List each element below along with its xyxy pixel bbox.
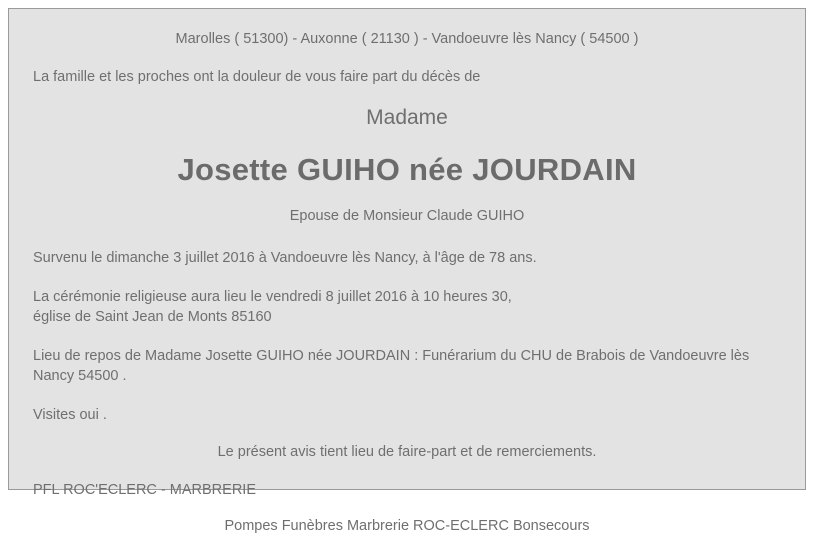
death-notice-card bbox=[8, 8, 806, 534]
locations-line: Marolles ( 51300) - Auxonne ( 21130 ) - Vandoeuvre lès Nancy ( 54500 ) bbox=[175, 31, 639, 47]
spouse-line: Epouse de Monsieur Claude GUIHO bbox=[289, 208, 525, 224]
ceremony-line-1: La cérémonie religieuse aura lieu le vendredi 8 juillet 2016 à 10 heures 30, bbox=[33, 289, 512, 305]
death-details: Survenu le dimanche 3 juillet 2016 à Vandoeuvre lès Nancy, à l'âge de 78 ans. bbox=[33, 250, 537, 266]
honorific-title: Madame bbox=[366, 106, 448, 129]
notice-content bbox=[9, 9, 805, 534]
funeral-agency: PFL ROC'ECLERC - MARBRERIE bbox=[33, 482, 256, 498]
resting-place: Lieu de repos de Madame Josette GUIHO née JOURDAIN : Funérarium du CHU de Brabois de Vandoeuvre lès Nancy 54500 . bbox=[33, 348, 750, 384]
closing-statement: Le présent avis tient lieu de faire-part et de remerciements. bbox=[217, 444, 597, 460]
funeral-home-footer: Pompes Funèbres Marbrerie ROC-ECLERC Bonsecours bbox=[224, 518, 590, 534]
deceased-full-name: Josette GUIHO née JOURDAIN bbox=[177, 152, 637, 187]
announcement-text: La famille et les proches ont la douleur de vous faire part du décès de bbox=[33, 69, 481, 85]
ceremony-line-2: église de Saint Jean de Monts 85160 bbox=[33, 309, 272, 325]
ceremony-details bbox=[33, 287, 781, 327]
visits-info: Visites oui . bbox=[33, 407, 107, 423]
